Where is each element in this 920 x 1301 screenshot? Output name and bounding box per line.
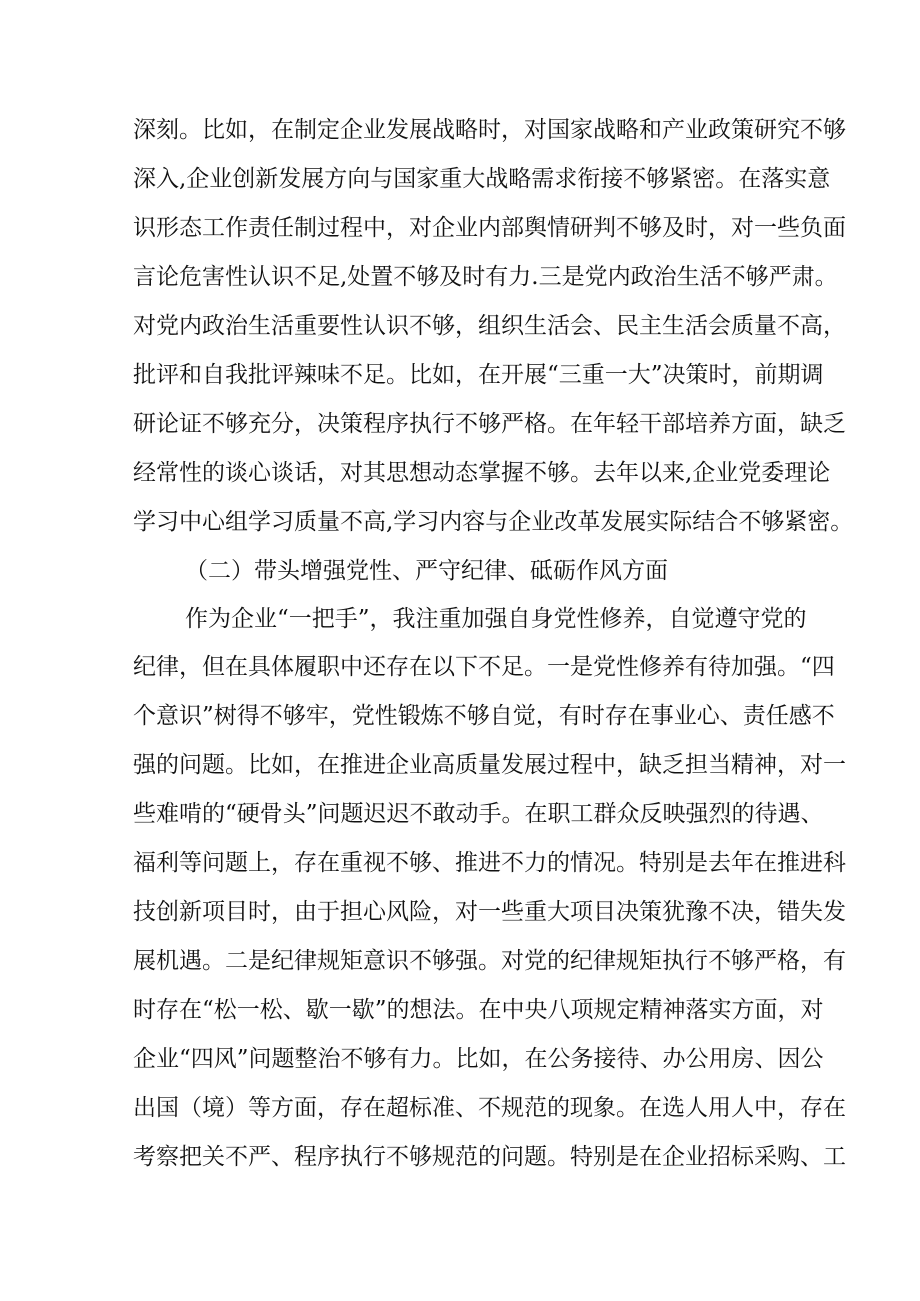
paragraph-line: 深入,企业创新发展方向与国家重大战略需求衔接不够紧密。在落实意 xyxy=(133,166,831,192)
section-heading: （二）带头增强党性、严守纪律、砥砺作风方面 xyxy=(185,558,668,584)
paragraph-line: 时存在“松一松、歇一歇”的想法。在中央八项规定精神落实方面，对 xyxy=(133,997,824,1023)
paragraph-line: 福利等问题上，存在重视不够、推进不力的情况。特别是去年在推进科 xyxy=(133,850,846,876)
paragraph-line: 批评和自我批评辣味不足。比如，在开展“三重一大”决策时，前期调 xyxy=(133,362,824,388)
paragraph-line: 展机遇。二是纪律规矩意识不够强。对党的纪律规矩执行不够严格，有 xyxy=(133,948,846,974)
paragraph-line: 深刻。比如，在制定企业发展战略时，对国家战略和产业政策研究不够 xyxy=(133,117,846,143)
paragraph-line: 研论证不够充分，决策程序执行不够严格。在年轻干部培养方面，缺乏 xyxy=(133,411,846,437)
paragraph-line: 考察把关不严、程序执行不够规范的问题。特别是在企业招标采购、工 xyxy=(133,1144,846,1170)
paragraph-line: 学习中心组学习质量不高,学习内容与企业改革发展实际结合不够紧密。 xyxy=(133,509,854,535)
paragraph-first-line: 作为企业“一把手”，我注重加强自身党性修养，自觉遵守党的 xyxy=(185,606,807,632)
paragraph-line: 些难啃的“硬骨头”问题迟迟不敢动手。在职工群众反映强烈的待遇、 xyxy=(133,801,824,827)
paragraph-line: 识形态工作责任制过程中，对企业内部舆情研判不够及时，对一些负面 xyxy=(133,215,846,241)
paragraph-line: 纪律，但在具体履职中还存在以下不足。一是党性修养有待加强。“四 xyxy=(133,654,835,680)
paragraph-line: 企业“四风”问题整治不够有力。比如，在公务接待、办公用房、因公 xyxy=(133,1046,824,1072)
paragraph-line: 出国（境）等方面，存在超标准、不规范的现象。在选人用人中，存在 xyxy=(133,1095,846,1121)
paragraph-line: 个意识”树得不够牢，党性锻炼不够自觉，有时存在事业心、责任感不 xyxy=(133,703,835,729)
paragraph-line: 技创新项目时，由于担心风险，对一些重大项目决策犹豫不决，错失发 xyxy=(133,899,846,925)
paragraph-line: 强的问题。比如，在推进企业高质量发展过程中，缺乏担当精神，对一 xyxy=(133,752,846,778)
paragraph-line: 经常性的谈心谈话，对其思想动态掌握不够。去年以来,企业党委理论 xyxy=(133,460,831,486)
paragraph-line: 对党内政治生活重要性认识不够，组织生活会、民主生活会质量不高， xyxy=(133,313,846,339)
paragraph-line: 言论危害性认识不足,处置不够及时有力.三是党内政治生活不够严肃。 xyxy=(133,264,838,290)
